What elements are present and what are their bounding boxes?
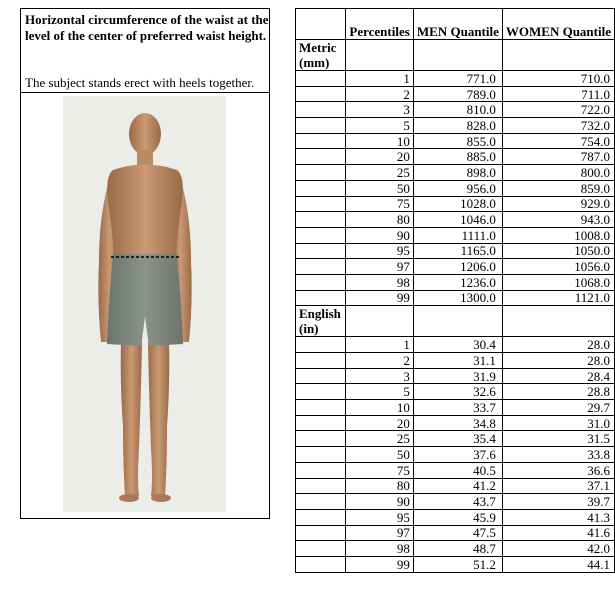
section-blank-cell	[413, 306, 502, 337]
men-value-cell: 1300.0	[413, 290, 502, 306]
percentile-cell: 2	[346, 353, 414, 369]
section-blank-cell	[502, 306, 614, 337]
row-blank-cell	[296, 525, 346, 541]
row-blank-cell	[296, 556, 346, 572]
row-blank-cell	[296, 118, 346, 134]
row-blank-cell	[296, 227, 346, 243]
men-value-cell: 855.0	[413, 133, 502, 149]
row-blank-cell	[296, 243, 346, 259]
section-blank-cell	[502, 40, 614, 71]
men-value-cell: 32.6	[413, 384, 502, 400]
standing-male-figure-icon	[63, 96, 226, 512]
table-row	[296, 274, 615, 290]
women-value-cell: 1121.0	[502, 290, 614, 306]
percentiles-header: Percentiles	[346, 9, 414, 40]
women-value-cell: 711.0	[502, 86, 614, 102]
men-value-cell: 771.0	[413, 71, 502, 87]
women-value-cell: 787.0	[502, 149, 614, 165]
waist-circumference-table	[295, 8, 615, 573]
percentile-cell: 3	[346, 368, 414, 384]
women-value-cell: 41.3	[502, 509, 614, 525]
percentile-cell: 80	[346, 478, 414, 494]
table-row	[296, 71, 615, 87]
table-row	[296, 415, 615, 431]
men-quantile-header: MEN Quantile	[413, 9, 502, 40]
women-value-cell: 39.7	[502, 494, 614, 510]
percentile-cell: 50	[346, 447, 414, 463]
percentile-cell: 75	[346, 462, 414, 478]
section-header-row	[296, 40, 615, 71]
table-row	[296, 165, 615, 181]
percentile-cell: 2	[346, 86, 414, 102]
table-row	[296, 243, 615, 259]
percentile-cell: 98	[346, 541, 414, 557]
women-value-cell: 800.0	[502, 165, 614, 181]
men-value-cell: 48.7	[413, 541, 502, 557]
percentile-cell: 10	[346, 133, 414, 149]
women-value-cell: 754.0	[502, 133, 614, 149]
row-blank-cell	[296, 149, 346, 165]
percentile-cell: 97	[346, 259, 414, 275]
men-value-cell: 45.9	[413, 509, 502, 525]
percentile-cell: 3	[346, 102, 414, 118]
men-value-cell: 41.2	[413, 478, 502, 494]
men-value-cell: 31.9	[413, 368, 502, 384]
percentile-cell: 1	[346, 71, 414, 87]
row-blank-cell	[296, 541, 346, 557]
row-blank-cell	[296, 494, 346, 510]
men-value-cell: 51.2	[413, 556, 502, 572]
women-value-cell: 37.1	[502, 478, 614, 494]
header-blank-cell	[296, 9, 346, 40]
percentile-cell: 20	[346, 149, 414, 165]
percentile-cell: 90	[346, 227, 414, 243]
section-blank-cell	[346, 306, 414, 337]
women-value-cell: 28.0	[502, 337, 614, 353]
percentile-cell: 99	[346, 556, 414, 572]
table-row	[296, 337, 615, 353]
men-value-cell: 1165.0	[413, 243, 502, 259]
women-value-cell: 1056.0	[502, 259, 614, 275]
row-blank-cell	[296, 462, 346, 478]
row-blank-cell	[296, 86, 346, 102]
women-value-cell: 732.0	[502, 118, 614, 134]
percentile-cell: 98	[346, 274, 414, 290]
percentile-cell: 25	[346, 165, 414, 181]
section-blank-cell	[413, 40, 502, 71]
table-row	[296, 431, 615, 447]
percentile-cell: 90	[346, 494, 414, 510]
row-blank-cell	[296, 478, 346, 494]
women-value-cell: 28.8	[502, 384, 614, 400]
percentile-cell: 25	[346, 431, 414, 447]
table-row	[296, 509, 615, 525]
row-blank-cell	[296, 509, 346, 525]
table-row	[296, 384, 615, 400]
men-value-cell: 1028.0	[413, 196, 502, 212]
table-row	[296, 494, 615, 510]
men-value-cell: 47.5	[413, 525, 502, 541]
women-value-cell: 36.6	[502, 462, 614, 478]
percentile-cell: 99	[346, 290, 414, 306]
women-value-cell: 28.0	[502, 353, 614, 369]
women-value-cell: 41.6	[502, 525, 614, 541]
women-value-cell: 722.0	[502, 102, 614, 118]
women-value-cell: 1008.0	[502, 227, 614, 243]
table-row	[296, 180, 615, 196]
men-value-cell: 31.1	[413, 353, 502, 369]
men-value-cell: 43.7	[413, 494, 502, 510]
row-blank-cell	[296, 212, 346, 228]
women-quantile-header: WOMEN Quantile	[502, 9, 614, 40]
section-blank-cell	[346, 40, 414, 71]
row-blank-cell	[296, 384, 346, 400]
table-row	[296, 447, 615, 463]
women-value-cell: 929.0	[502, 196, 614, 212]
men-value-cell: 35.4	[413, 431, 502, 447]
percentile-cell: 5	[346, 384, 414, 400]
table-row	[296, 86, 615, 102]
percentile-cell: 10	[346, 400, 414, 416]
measurement-title: Horizontal circumference of the waist at the level of the center of preferred waist height.	[25, 12, 269, 43]
percentile-cell: 1	[346, 337, 414, 353]
men-value-cell: 789.0	[413, 86, 502, 102]
row-blank-cell	[296, 259, 346, 275]
table-row	[296, 196, 615, 212]
women-value-cell: 29.7	[502, 400, 614, 416]
women-value-cell: 31.0	[502, 415, 614, 431]
row-blank-cell	[296, 415, 346, 431]
row-blank-cell	[296, 290, 346, 306]
table-row	[296, 353, 615, 369]
women-value-cell: 28.4	[502, 368, 614, 384]
men-value-cell: 1046.0	[413, 212, 502, 228]
men-value-cell: 956.0	[413, 180, 502, 196]
table-row	[296, 133, 615, 149]
row-blank-cell	[296, 196, 346, 212]
table-row	[296, 290, 615, 306]
table-row	[296, 400, 615, 416]
row-blank-cell	[296, 102, 346, 118]
men-value-cell: 33.7	[413, 400, 502, 416]
row-blank-cell	[296, 368, 346, 384]
section-label: Metric (mm)	[296, 40, 346, 71]
percentile-cell: 95	[346, 509, 414, 525]
men-value-cell: 828.0	[413, 118, 502, 134]
table-row	[296, 259, 615, 275]
row-blank-cell	[296, 431, 346, 447]
section-header-row	[296, 306, 615, 337]
men-value-cell: 1236.0	[413, 274, 502, 290]
row-blank-cell	[296, 133, 346, 149]
men-value-cell: 1206.0	[413, 259, 502, 275]
women-value-cell: 1050.0	[502, 243, 614, 259]
table-row	[296, 118, 615, 134]
table-row	[296, 149, 615, 165]
table-row	[296, 102, 615, 118]
table-row	[296, 556, 615, 572]
men-value-cell: 37.6	[413, 447, 502, 463]
percentile-cell: 97	[346, 525, 414, 541]
women-value-cell: 859.0	[502, 180, 614, 196]
table-row	[296, 462, 615, 478]
men-value-cell: 1111.0	[413, 227, 502, 243]
row-blank-cell	[296, 447, 346, 463]
table-row	[296, 541, 615, 557]
measurement-description-panel	[20, 8, 270, 519]
table-row	[296, 478, 615, 494]
men-value-cell: 40.5	[413, 462, 502, 478]
table-header-row	[296, 9, 615, 40]
percentile-cell: 80	[346, 212, 414, 228]
table-row	[296, 227, 615, 243]
men-value-cell: 885.0	[413, 149, 502, 165]
table-row	[296, 212, 615, 228]
row-blank-cell	[296, 353, 346, 369]
men-value-cell: 810.0	[413, 102, 502, 118]
women-value-cell: 710.0	[502, 71, 614, 87]
measurement-instruction: The subject stands erect with heels together.	[25, 75, 255, 90]
percentile-cell: 20	[346, 415, 414, 431]
row-blank-cell	[296, 400, 346, 416]
women-value-cell: 33.8	[502, 447, 614, 463]
percentile-cell: 5	[346, 118, 414, 134]
panel-divider	[21, 92, 269, 93]
women-value-cell: 44.1	[502, 556, 614, 572]
men-value-cell: 34.8	[413, 415, 502, 431]
row-blank-cell	[296, 337, 346, 353]
section-label: English (in)	[296, 306, 346, 337]
table-row	[296, 525, 615, 541]
row-blank-cell	[296, 180, 346, 196]
women-value-cell: 31.5	[502, 431, 614, 447]
women-value-cell: 943.0	[502, 212, 614, 228]
women-value-cell: 42.0	[502, 541, 614, 557]
percentile-cell: 75	[346, 196, 414, 212]
row-blank-cell	[296, 165, 346, 181]
row-blank-cell	[296, 71, 346, 87]
men-value-cell: 30.4	[413, 337, 502, 353]
percentile-cell: 50	[346, 180, 414, 196]
percentile-cell: 95	[346, 243, 414, 259]
men-value-cell: 898.0	[413, 165, 502, 181]
table-row	[296, 368, 615, 384]
women-value-cell: 1068.0	[502, 274, 614, 290]
row-blank-cell	[296, 274, 346, 290]
